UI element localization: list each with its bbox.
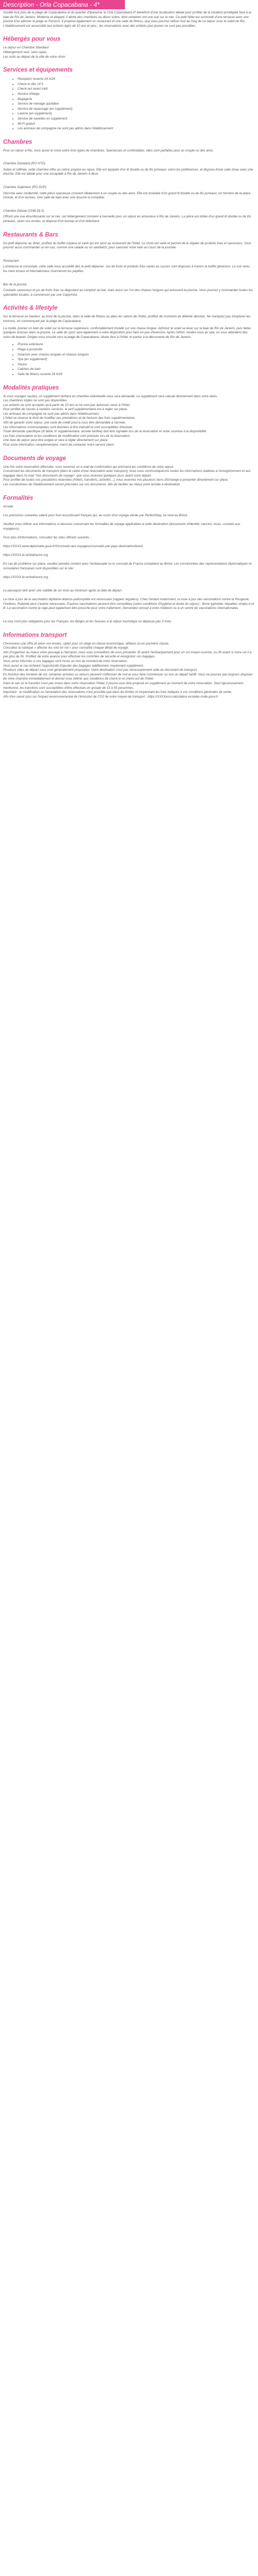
transport-text: Chronoveur une offre et selon vos envies, optez pour un siège en classe économique, affaires ou en première classe. Consultez la rubrique « affecter les vols en vol » pour connaître chaque détail de voyage. Afin d'organiser au mieux votre passage à l'aéroport, nous vous conseillons de vous présenter 3h avant l'embarquement pour un vol moyen-courrier, ou 3h avant si votre vol n'a pas plus de 5h. Profitez de votre avance pour effectuer les contrôles de sécurité et enregistrer vos bagages. Vous serez informés si vos bagages sont inclus ou non au moment de votre réservation. Vous aurez le cas échéant l'opportunité d'ajouter des bagages additionnels moyennant supplément. Plusieurs villes de départ vous sont généralement proposées. Votre destination n'est pas nécessairement celle du document de transport. En fonction des horaires de vol, certaines arrivées ou retours peuvent s'effectuer de nuit et vous faire commencer ou non un départ tardif. Vous ne pourrez pas toujours disposer de votre chambre immédiatement et devrez vous référer aux conditions de check-in et check-out de l'hôtel. Dans le cas où le transfert n'est pas inclus dans votre réservation l'hôtel, il pourra vous être proposé en supplément au moment de votre réservation. Seul rigoureusement mentionné, les transferts sont susceptibles d'être effectués en groupe de 15 à 55 personnes. Important : la modification ou l'annulation des réservations n'est possible que dans les limites et moyennant les frais indiqués à vos conditions générales de vente. Afin d'en savoir plus sur l'impact environnemental de l'émission de CO2 de votre moyen de transport : https://XXXXeco-calculateur-ecolabe-civile.gouv.fr (3, 641, 253, 699)
room-description: Offrant une vue étourdissante sur la mer, cet hébergement convient à merveille pour un séjour en amoureux à Rio de Janeiro. La pièce est dotée d'un grand lit double ou de lits jumeaux, selon vos envies, et dispose d'un bureau et d'un téléviseur. (3, 215, 251, 224)
list-item: • Solarium avec chaises longues et chaises longues (18, 352, 255, 358)
section-title-documents: Documents de voyage (3, 455, 67, 462)
list-item: • Spa (en supplément) (18, 357, 255, 362)
activites-list (3, 342, 255, 377)
formalites-text: Arrivée Les précisions suivantes valent pour tout ressortissant français qui, au cours d'un voyage vendu par PerfectStay, se rend au Brésil. Veuillez vous référer aux informations ci-dessous concernant les formalités de voyage applicables à cette destination (documents d'identité, vaccins, visas, conseils aux voyageurs). Pour plus d'informations, consultez les sites officiels suivants : https://XXXX.www.diplomatie.gouv.fr/fr/conseils-aux-voyageurs/conseils-par-pays-destination/bresil https://XXXX.br.ambafrance.org En cas de problème sur place, veuillez prendre contact avec l'ambassade ou le consulat de France compétent au Brésil. Les coordonnées des représentations diplomatiques et consulaires françaises sont disponibles sur le site : https://XXXX.br.ambafrance.org Le passeport doit avoir une validité de six mois au minimum après la date de départ. La mise à jour de la vaccination diphtérie-tétanos-poliomyélite est nécessaire (rappels réguliers). Chez l'enfant notamment, la mise à jour des vaccinations contre la Rougeole, Oreillons, Rubéole peut s'avérer nécessaire. D'autres vaccinations peuvent être conseillées (selon conditions d'hygiène et durée du séjour) : fièvre typhoïde, hépatites virales A et B. La vaccination contre la rage peut également être prescrite pour votre traitement. Demandez conseil à votre médecin ou à un centre de vaccinations internationales. Le visa n'est plus obligatoire pour les Français, les Belges et les Suisses si le séjour touristique ne dépasse pas 3 mois. (3, 504, 254, 624)
room-name: Chambre Supérieur (RO-SUP) (3, 185, 46, 190)
section-title-transport: Informations transport (3, 632, 67, 638)
list-item: • Wi-Fi gratuit (18, 122, 255, 127)
room-name: Chambre Deluxe (CHB-DLX) (3, 209, 44, 213)
list-item: • Check-out avant midi (18, 87, 255, 92)
list-item: • Service d'étage (18, 92, 255, 97)
list-item: • Check-in dès 14 h (18, 82, 255, 87)
section-title-activites: Activités & lifestyle (3, 305, 58, 312)
room-name: Chambre Standard (RO-STD) (3, 162, 45, 166)
intro-text: Installé tout près de la plage de Copacabana et du quartier d'Ipanema, le Orla Copacabana 4* bénéficie d'une localisation idéale pour profiter de la situation privilégiée face à la baie de Rio de Janeiro. Moderne et élégant, il abrite des chambres au décor sobre, dont certaines ont une vue sur la mer. Ce petit hôtel est surmonté d'une terrasse avec une piscine d'où admirer la plage et l'horizon. Il propose également un restaurant et une salle de fitness, que vous pourrez utiliser tout au long de ce séjour sous le soleil de Rio. L'établissement est accessible aux enfants âgés de 10 ans et plus ; les réservations avec des enfants plus jeunes ne sont pas possibles. (3, 11, 251, 28)
section-title-heberg: Hébergés pour vous (3, 36, 61, 43)
section-title-services: Services et équipements (3, 67, 73, 74)
bar-text: Cocktails savoureux et jus de fruits frais se dégustent au comptoir du bar, mais aussi sur l'un des chaises longues qui entourent la piscine. Vous pourrez y commander toutes les spécialités locales, à commencer par une Caipirinha. (3, 289, 253, 297)
page-title: Description - Orla Copacabana - 4* (0, 0, 125, 9)
section-title-resto: Restaurants & Bars (3, 231, 58, 238)
services-list (3, 77, 255, 131)
list-item: • Les animaux de compagnie ne sont pas admis dans l'établissement (18, 126, 255, 131)
list-item: • Sauna (18, 362, 255, 367)
room-description: Sobre et raffinée, cette chambre offre un calme propice au repos. Elle est équipée d'un lit double ou de lits jumeaux, selon les préférences, et dispose d'une salle d'eau avec une douche. Elle est idéale pour une escapade à Rio de Janeiro à deux. (3, 167, 253, 176)
activites-text: La moitié, prenez un bain de soleil sur la terrasse supérieure, confortablement installé sur une chaise longue. Admirez le soleil se lever sur la baie de Rio de Janeiro, puis faites quelques brasses dans la piscine. La salle de sport sera également à votre disposition pour faire un peu d'exercice. Après l'effort, rendez-vous au spa, où vous attendent des soins de beauté. Dirigez-vous ensuite vers la plage de Copacabana, située face à l'hôtel, et partez à la découverte de Rio de Janeiro. (3, 326, 251, 339)
list-item: • Salle de fitness ouverte 24 h/24 (18, 372, 255, 377)
heberg-text: Le séjour en Chambre Standard Hébergement seul, sans repas Les nuits au départ de la ville de votre choix (3, 46, 66, 59)
list-item: • Laverie (en supplément) (18, 111, 255, 116)
list-item: • Bagagerie (18, 97, 255, 102)
list-item: • Plage à proximité (18, 347, 255, 352)
modalites-text: Si vous voyagez seul(e), un supplément tarifaire en chambre individuelle vous sera demandé. Le supplément sera calculé directement dans votre devis. Les chambres triples ne sont pas disponibles. Les enfants ne sont acceptés qu'à partir de 10 ans et ne sont pas autorisés seuls à l'hôtel. Pour profiter de l'accès à certains services, le tarif supplémentaire est à régler sur place. Les animaux de compagnie ne sont pas admis dans l'établissement. L'hôtel se réserve le droit de modifier ses prestations et de facturer des frais supplémentaires. Afin de garantir votre séjour, une carte de crédit pourra vous être demandée à l'arrivée. Les informations communiquées sont données à titre indicatif et sont susceptibles d'évoluer. Toute demande spécifique (lit bébé, lit supplémentaire, arrivée tardive) doit être signalée lors de la réservation et reste soumise à la disponibilité. Les frais d'annulation et les conditions de modification sont précisés lors de la réservation. Une taxe de séjour peut être exigée et sera à régler directement sur place. Pour toute information complémentaire, merci de contacter notre service client. (3, 394, 218, 447)
section-title-formalites: Formalités (3, 495, 34, 501)
room-description: Décorée avec modernité, cette pièce spacieuse convient idéalement à un couple ou des amis. Elle est modulée d'un grand lit double ou de lits jumeaux, en fonction de la place choisie, et d'un bureau. Une salle de bain avec une douche la complète. (3, 191, 251, 200)
list-item: • Service de repassage (en supplément) (18, 107, 255, 112)
activites-intro: Sur la terrasse en hauteur, au bord de la piscine, dans la salle de fitness ou dans les salons de l'hôtel, profitez de moments de détente absolue. Ne manquez pas d'explorer les environs, en commençant par la plage de Copacabana. (3, 315, 251, 323)
restaurant-text: Lumineuse et conviviale, cette salle vous accueille dès le petit déjeuner. Jus de fruits et produits frais variés au succès sont disposés à travers le buffet généreux. Le soir venu, les mets locaux et internationaux charmeront les papilles. (3, 265, 251, 273)
chambres-intro: Pour un séjour à Rio, vous aurez le choix entre trois types de chambres. Spacieuses et confortables, elles sont parfaites pour un couple ou des amis. (3, 148, 214, 152)
list-item: • Réception ouverte 24 h/24 (18, 77, 255, 82)
description-page (0, 0, 258, 699)
documents-text: Une fois votre réservation effectuée, vous recevrez un e-mail de confirmation qui précisera les conditions de votre séjour. Concernant les documents de transport (dans le cadre d'une réservation avec transport), nous vous communiquerons toutes les informations relatives à l'enregistrement et aux bagages dans l'e-mail "Vos documents de voyage", que vous recevrez quelques jours avant votre départ. Pour profiter de toutes vos prestations réservées (hôtels, transferts, activités...), vous recevrez vos plusieurs bons d'échange à présenter directement sur place. Les coordonnées de l'établissement seront précisées sur vos documents, afin de faciliter au mieux votre arrivée à destination. (3, 465, 251, 486)
section-title-chambres: Chambres (3, 139, 33, 145)
resto-intro: Du petit déjeuner au dîner, profitez du buffet copieux et varié qui est servi au restaurant de l'hôtel. Le choix est varié et permet de le régaler de produits frais et savoureux. Vous pourrez aussi commander un en-cas, comme une salade ou un sandwich, pour savourer votre bain au cours de la journée. (3, 241, 251, 250)
list-item: • Piscine extérieure (18, 342, 255, 347)
list-item: • Cabines de bain (18, 367, 255, 372)
list-item: • Service de ménage quotidien (18, 101, 255, 107)
restaurant-label: Restaurant (3, 259, 19, 263)
list-item: • Service de navettes en supplément (18, 116, 255, 122)
section-title-modalites: Modalités pratiques (3, 384, 59, 391)
bar-label: Bar de la piscine (3, 282, 27, 286)
